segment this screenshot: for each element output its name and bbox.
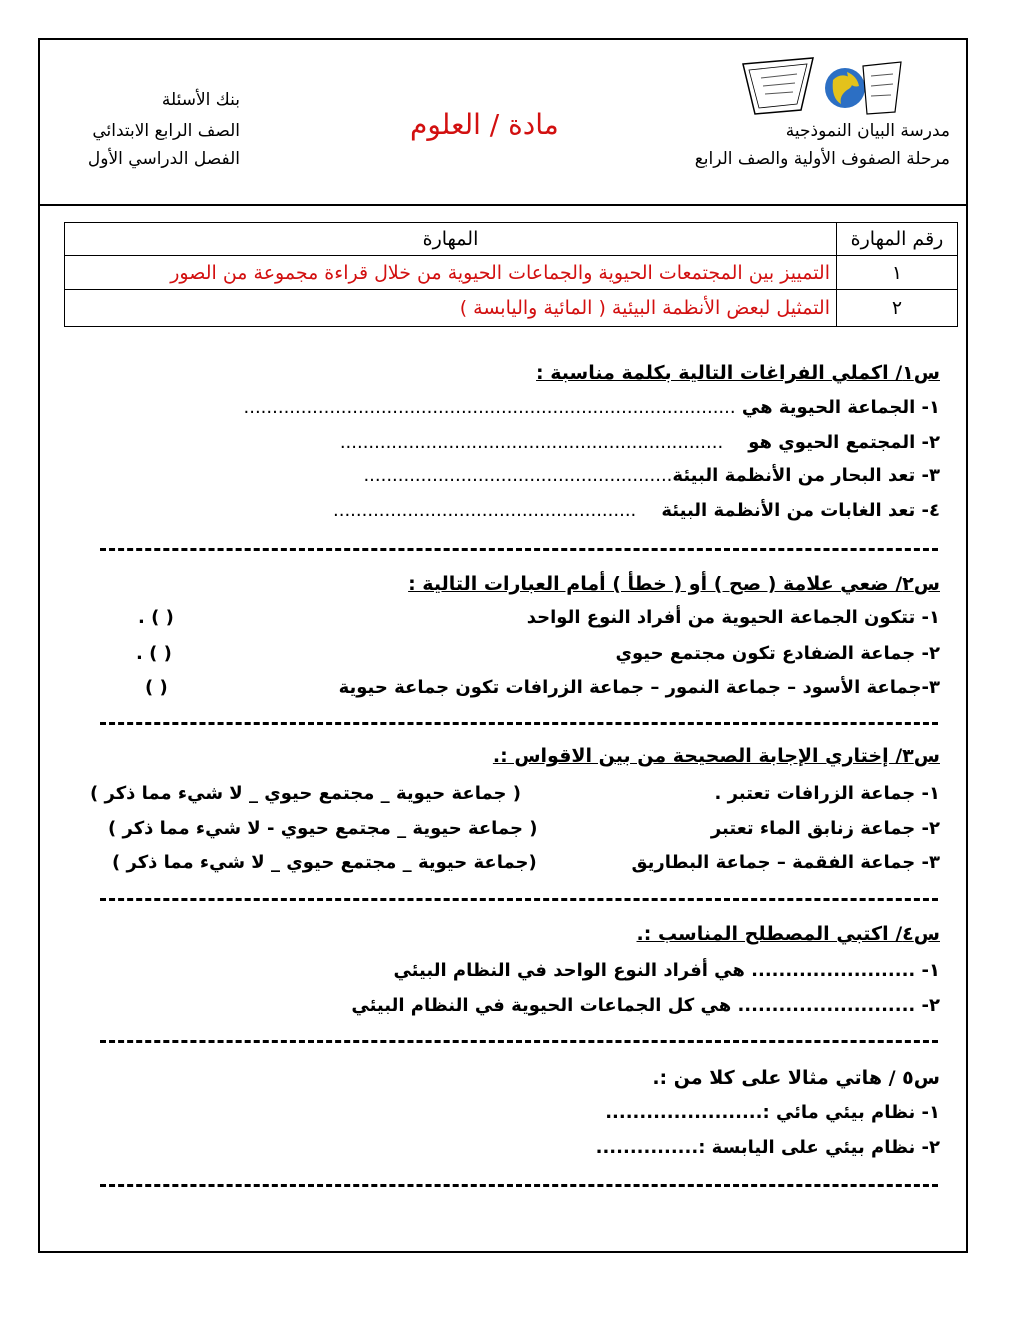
- q5-item-2: ٢- نظام بيئي على اليابسة :...............: [595, 1137, 940, 1158]
- skill-text: التمييز بين المجتمعات الحيوية والجماعات الحيوية من خلال قراءة مجموعة من الصور: [65, 256, 837, 290]
- header-semester: الفصل الدراسي الأول: [87, 149, 240, 169]
- q3-item-2: ٢- جماعة زنابق الماء تعتبر: [710, 818, 940, 839]
- table-row: [65, 223, 958, 256]
- q2-item-1: ١- تتكون الجماعة الحيوية من أفراد النوع الواحد: [526, 607, 940, 628]
- q5-item-1: ١- نظام بيئي مائي :.......................: [605, 1102, 940, 1123]
- q1-item-1: ١- الجماعة الحيوية هي ......................................................................................: [243, 397, 940, 418]
- q1-item-2: ٢- المجتمع الحيوي هو ...................................................................: [339, 432, 940, 453]
- skill-text: التمثيل لبعض الأنظمة البيئية ( المائية واليابسة ): [65, 290, 837, 327]
- header-school: مدرسة البيان النموذجية: [785, 121, 950, 141]
- skill-number-header: رقم المهارة: [837, 223, 958, 256]
- q1-item-3: ٣- تعد البحار من الأنظمة البيئة......................................................: [363, 465, 940, 486]
- q3-choices-3: (جماعة حيوية _ مجتمع حيوي _ لا شيء مما ذكر ): [112, 852, 537, 873]
- separator: [100, 548, 938, 551]
- q3-item-1: ١- جماعة الزرافات تعتبر .: [714, 783, 940, 804]
- q1-item-4: ٤- تعد الغابات من الأنظمة البيئة .....................................................: [333, 500, 940, 521]
- subject-title: مادة / العلوم: [410, 108, 559, 141]
- q2-item-3: ٣-جماعة الأسود – جماعة النمور – جماعة الزرافات تكون جماعة حيوية: [338, 677, 940, 698]
- skills-table: [64, 222, 958, 327]
- table-row: [65, 290, 958, 327]
- q2-answer-2: ( ) .: [136, 643, 172, 664]
- school-logo: [735, 52, 905, 120]
- q4-item-2: ٢- .......................... هي كل الجماعات الحيوية في النظام البيئي: [351, 995, 940, 1016]
- q2-answer-1: ( ) .: [138, 607, 174, 628]
- header-bank-title: بنك الأسئلة: [161, 90, 240, 110]
- skill-number: ١: [837, 256, 958, 290]
- header-grade: الصف الرابع الابتدائي: [92, 121, 240, 141]
- skill-header: المهارة: [65, 223, 837, 256]
- separator: [100, 722, 938, 725]
- separator: [100, 1040, 938, 1043]
- q2-item-2: ٢- جماعة الضفادع تكون مجتمع حيوي: [615, 643, 940, 664]
- table-row: [65, 256, 958, 290]
- q3-choices-2: ( جماعة حيوية _ مجتمع حيوي - لا شيء مما ذكر ): [108, 818, 538, 839]
- q3-item-3: ٣- جماعة الفقمة – جماعة البطاريق: [631, 852, 940, 873]
- q4-title: س٤/ اكتبي المصطلح المناسب :.: [636, 923, 940, 945]
- separator: [100, 898, 938, 901]
- header-divider: [38, 204, 968, 206]
- q5-title: س٥ / هاتي مثالا على كلا من :.: [652, 1067, 940, 1089]
- q2-answer-3: ( ): [145, 677, 168, 698]
- q2-title: س٢/ ضعي علامة ( صح ) أو ( خطأ ) أمام العبارات التالية :: [408, 573, 940, 595]
- separator: [100, 1184, 938, 1187]
- q3-title: س٣/ إختاري الإجابة الصحيحة من بين الاقواس :.: [492, 745, 940, 767]
- q3-choices-1: ( جماعة حيوية _ مجتمع حيوي _ لا شيء مما ذكر ): [90, 783, 521, 804]
- skill-number: ٢: [837, 290, 958, 327]
- q1-title: س١/ اكملي الفراغات التالية بكلمة مناسبة :: [536, 362, 940, 384]
- q4-item-1: ١- ........................ هي أفراد النوع الواحد في النظام البيئي: [393, 960, 940, 981]
- header-stage: مرحلة الصفوف الأولية والصف الرابع: [694, 149, 950, 169]
